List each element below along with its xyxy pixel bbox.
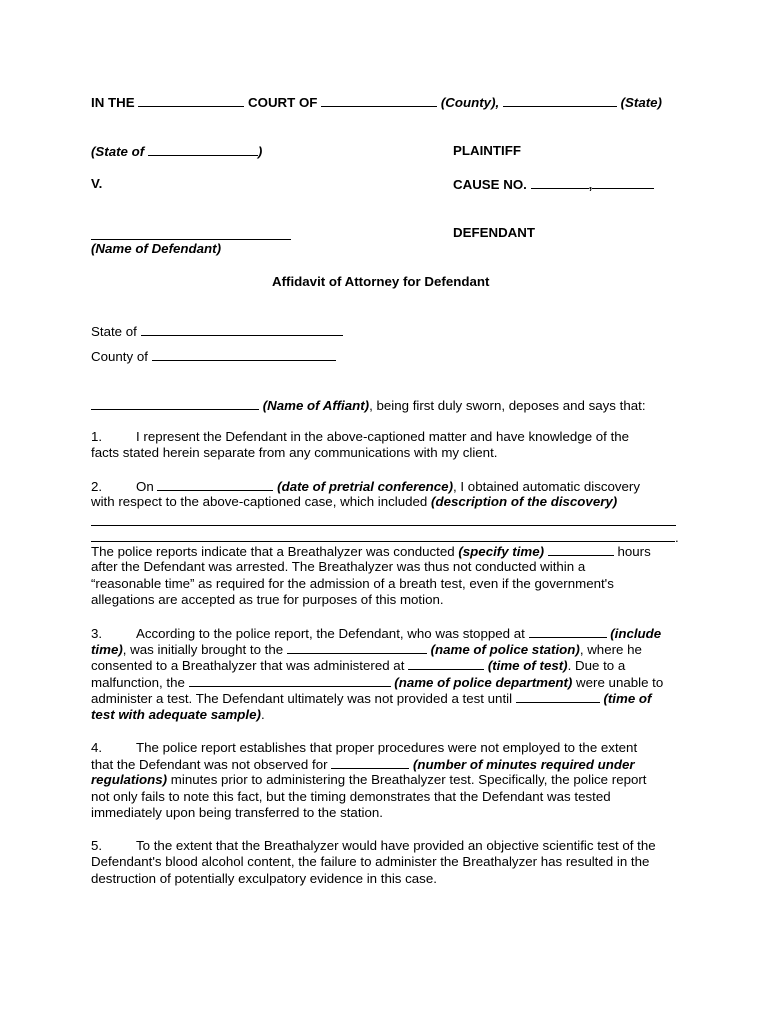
test-time-blank[interactable] bbox=[408, 657, 484, 670]
p1-line2: facts stated herein separate from any communications with my client. bbox=[91, 445, 498, 460]
stop-time-blank[interactable] bbox=[529, 625, 607, 638]
p4-line5: immediately upon being transferred to the station. bbox=[91, 805, 383, 820]
defendant-label: DEFENDANT bbox=[453, 225, 535, 240]
p5-line1 bbox=[91, 838, 656, 854]
p4-line3 bbox=[91, 772, 647, 788]
include-time-label: (include bbox=[610, 626, 662, 641]
adequate-sample-time-blank[interactable] bbox=[516, 690, 600, 703]
p4-line2 bbox=[91, 756, 635, 773]
p2-line4-start: The police reports indicate that a Breathalyzer was conducted bbox=[91, 544, 455, 559]
venue-county-blank[interactable] bbox=[152, 348, 336, 361]
affiant-intro-text: , being first duly sworn, deposes and says that: bbox=[369, 398, 646, 413]
document-title: Affidavit of Attorney for Defendant bbox=[272, 274, 490, 289]
p3-line3 bbox=[91, 657, 625, 674]
state-label: (State) bbox=[620, 95, 662, 110]
police-station-blank[interactable] bbox=[287, 641, 427, 654]
p3-line1 bbox=[91, 625, 661, 642]
adequate-sample-label: test with adequate sample) bbox=[91, 707, 261, 722]
p2-number: 2. bbox=[91, 479, 103, 494]
defendant-name-blank[interactable] bbox=[91, 227, 291, 240]
p5-line3: destruction of potentially exculpatory evidence in this case. bbox=[91, 871, 437, 886]
state-of-label: (State of bbox=[91, 144, 145, 159]
p3-end-period: . bbox=[260, 707, 265, 722]
regulations-label: regulations) bbox=[91, 772, 168, 787]
p4-text-1: The police report establishes that proper procedures were not employed to the extent bbox=[136, 740, 638, 755]
affiant-intro bbox=[91, 397, 646, 414]
p2-line6: “reasonable time” as required for the admission of a breath test, even if the government's bbox=[91, 576, 614, 591]
p3-line4 bbox=[91, 674, 663, 691]
p3-line2-mid: , was initially brought to the bbox=[122, 642, 284, 657]
p3-line4-start: malfunction, the bbox=[91, 675, 185, 690]
in-the-label: IN THE bbox=[91, 95, 135, 110]
p3-line4-end: were unable to bbox=[572, 675, 664, 690]
p2-on: On bbox=[136, 479, 154, 494]
p3-number: 3. bbox=[91, 626, 103, 641]
pretrial-date-label: (date of pretrial conference) bbox=[277, 479, 454, 494]
p2-line4 bbox=[91, 543, 651, 560]
discovery-description-label: (description of the discovery) bbox=[431, 494, 618, 509]
venue-state-label: State of bbox=[91, 324, 137, 339]
p3-line6 bbox=[91, 707, 265, 723]
p3-line5-start: administer a test. The Defendant ultimately was not provided a test until bbox=[91, 691, 513, 706]
court-blank[interactable] bbox=[138, 94, 244, 107]
county-blank[interactable] bbox=[321, 94, 437, 107]
pretrial-date-blank[interactable] bbox=[157, 478, 273, 491]
time-of-label: (time of bbox=[603, 691, 652, 706]
p2-line7: allegations are accepted as true for purposes of this motion. bbox=[91, 592, 444, 607]
p5-line2: Defendant's blood alcohol content, the failure to administer the Breathalyzer has resulted in the bbox=[91, 854, 650, 869]
p3-line2 bbox=[91, 641, 642, 658]
state-blank[interactable] bbox=[503, 94, 617, 107]
p1-text-1: I represent the Defendant in the above-captioned matter and have knowledge of the bbox=[136, 429, 630, 444]
venue-state-line bbox=[91, 323, 343, 340]
p4-line2-start: that the Defendant was not observed for bbox=[91, 757, 328, 772]
p1-line1 bbox=[91, 429, 629, 445]
cause-no-separator: , bbox=[588, 177, 593, 192]
minutes-required-label: (number of minutes required under bbox=[412, 757, 635, 772]
p3-line2-end: , where he bbox=[579, 642, 642, 657]
p2-line5: after the Defendant was arrested. The Breathalyzer was thus not conducted within a bbox=[91, 559, 586, 574]
time-of-test-label: (time of test) bbox=[487, 658, 568, 673]
p4-line1 bbox=[91, 740, 637, 756]
p5-number: 5. bbox=[91, 838, 103, 853]
p2-line1-end: , I obtained automatic discovery bbox=[453, 479, 641, 494]
venue-county-label: County of bbox=[91, 349, 148, 364]
county-label: (County), bbox=[440, 95, 500, 110]
cause-no-label: CAUSE NO. bbox=[453, 177, 527, 192]
p3-line3-end: . Due to a bbox=[567, 658, 626, 673]
hours-label: hours bbox=[617, 544, 651, 559]
caption-state-of bbox=[91, 143, 262, 160]
affiant-name-blank[interactable] bbox=[91, 397, 259, 410]
discovery-blank-line-2[interactable] bbox=[91, 541, 675, 542]
p4-line4: not only fails to note this fact, but the timing demonstrates that the Defendant was tested bbox=[91, 789, 611, 804]
state-of-close: ) bbox=[257, 144, 263, 159]
name-of-defendant-label: (Name of Defendant) bbox=[91, 241, 222, 256]
plaintiff-label: PLAINTIFF bbox=[453, 143, 521, 158]
venue-county-line bbox=[91, 348, 336, 365]
p1-number: 1. bbox=[91, 429, 103, 444]
hours-blank[interactable] bbox=[548, 543, 614, 556]
caption-court-line bbox=[91, 94, 662, 111]
state-of-blank[interactable] bbox=[148, 143, 258, 156]
specify-time-label: (specify time) bbox=[458, 544, 545, 559]
cause-no-blank-1[interactable] bbox=[531, 176, 589, 189]
police-department-label: (name of police department) bbox=[394, 675, 573, 690]
p2-line2 bbox=[91, 494, 617, 510]
affiant-name-label: (Name of Affiant) bbox=[262, 398, 370, 413]
include-time-label-2: time) bbox=[91, 642, 123, 657]
p5-text-1: To the extent that the Breathalyzer would have provided an objective scientific test of the bbox=[136, 838, 656, 853]
discovery-period: . bbox=[675, 530, 679, 545]
p2-line2-start: with respect to the above-captioned case, which included bbox=[91, 494, 428, 509]
cause-no-line bbox=[453, 176, 654, 193]
discovery-blank-line-1[interactable] bbox=[91, 525, 676, 526]
p3-line3-start: consented to a Breathalyzer that was administered at bbox=[91, 658, 405, 673]
venue-state-blank[interactable] bbox=[141, 323, 343, 336]
observation-minutes-blank[interactable] bbox=[331, 756, 409, 769]
versus-label: V. bbox=[91, 176, 103, 191]
p2-line1 bbox=[91, 478, 640, 495]
cause-no-blank-2[interactable] bbox=[592, 176, 654, 189]
p3-line1-start: According to the police report, the Defendant, who was stopped at bbox=[136, 626, 525, 641]
police-department-blank[interactable] bbox=[189, 674, 391, 687]
police-station-label: (name of police station) bbox=[430, 642, 580, 657]
p3-line5 bbox=[91, 690, 651, 707]
p4-number: 4. bbox=[91, 740, 103, 755]
p4-line3-end: minutes prior to administering the Breathalyzer test. Specifically, the police report bbox=[167, 772, 647, 787]
court-of-label: COURT OF bbox=[248, 95, 318, 110]
